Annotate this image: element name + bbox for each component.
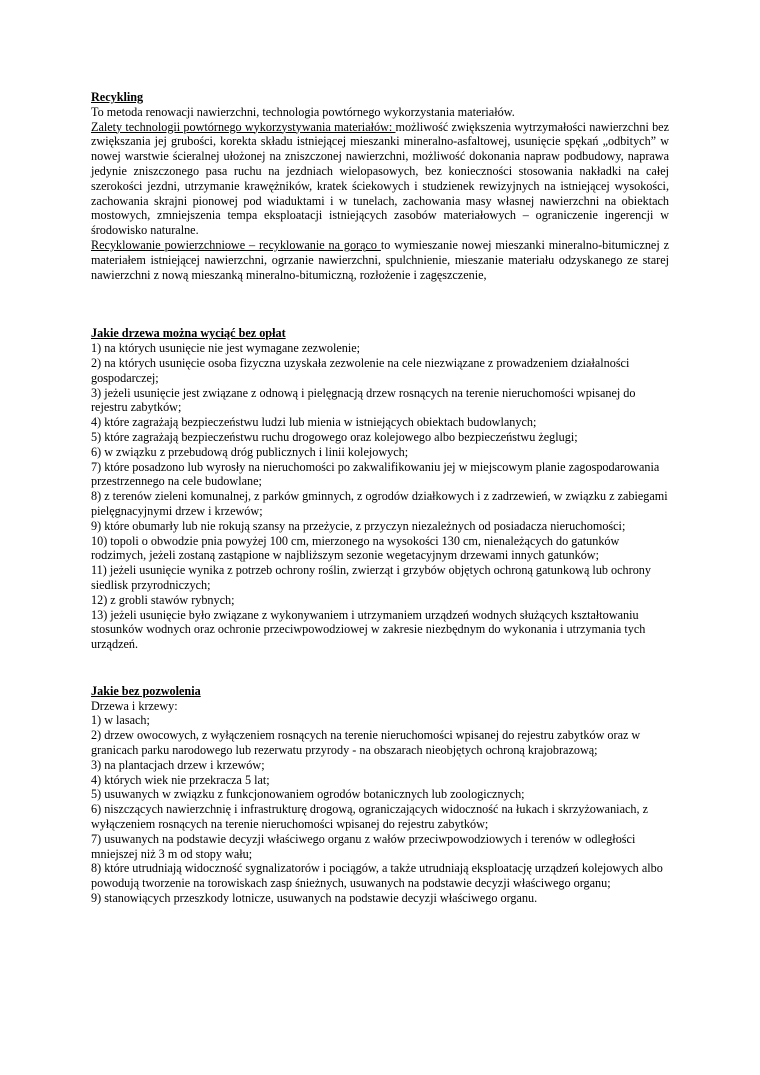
list-item: 6) niszczących nawierzchnię i infrastrukturę drogową, ograniczających widoczność na łukach i skrzyżowaniach, z wyłączeniem rosnących na terenie nieruchomości wpisanej do rejestru zabytków;	[91, 802, 648, 832]
advantages-label: Zalety technologii powtórnego wykorzystywania materiałów:	[91, 119, 396, 134]
advantages-text: możliwość zwiększenia wytrzymałości nawierzchni bez zwiększania jej grubości, korekta składu istniejącej mieszanki mineralno-asfaltowej, usunięcie spękań „odbitych” w nowej warstwie ścieralnej ułożonej na zniszczonej nawierzchni, możliwość dokonania napraw podbudowy, naprawa jedynie zniszczonego pasa ruchu na jezdniach wielopasowych, bez konieczności stosowania nakładki na całej szerokości jezdni, utrzymanie krawężników, kratek ściekowych i studzienek rewizyjnych na istniejącej wysokości, zachowania skrajni pionowej pod wiaduktami i w tunelach, zachowania masy własnej nawierzchni na obiektach mostowych, zmniejszenia tempa eksploatacji istniejących zasobów materiałowych – ograniczenie ingerencji w środowisko naturalne.	[91, 119, 669, 238]
list-item: 1) w lasach;	[91, 713, 150, 728]
document-page	[91, 90, 669, 906]
list-item: 4) które zagrażają bezpieczeństwu ludzi lub mienia w istniejących obiektach budowlanych;	[91, 415, 537, 430]
list-item: 5) które zagrażają bezpieczeństwu ruchu drogowego oraz kolejowego albo bezpieczeństwu żeglugi;	[91, 429, 578, 444]
spacer	[91, 652, 669, 684]
surface-recycling-paragraph	[91, 238, 669, 282]
section-title-no-permit: Jakie bez pozwolenia	[91, 683, 201, 698]
list-item: 2) na których usunięcie osoba fizyczna uzyskała zezwolenie na cele niezwiązane z prowadzeniem działalności gospodarczej;	[91, 355, 630, 385]
surface-recycling-label: Recyklowanie powierzchniowe – recyklowanie na gorąco	[91, 237, 381, 252]
list-item: 9) które obumarły lub nie rokują szansy na przeżycie, z przyczyn niezależnych od posiadacza nieruchomości;	[91, 518, 626, 533]
list-item: 3) na plantacjach drzew i krzewów;	[91, 757, 265, 772]
list-item: 6) w związku z przebudową dróg publicznych i linii kolejowych;	[91, 444, 409, 459]
list-item: 1) na których usunięcie nie jest wymagane zezwolenie;	[91, 341, 361, 356]
section-title-trees-free: Jakie drzewa można wyciąć bez opłat	[91, 326, 286, 341]
list-item: 4) których wiek nie przekracza 5 lat;	[91, 772, 270, 787]
trees-free-list	[91, 341, 669, 652]
list-item: 13) jeżeli usunięcie było związane z wykonywaniem i utrzymaniem urządzeń wodnych służących kształtowaniu stosunków wodnych oraz ochronie przeciwpowodziowej w zakresie niezbędnym do wykonania i utrzymania tych urządzeń.	[91, 607, 646, 652]
list-item: 9) stanowiących przeszkody lotnicze, usuwanych na podstawie decyzji właściwego organu.	[91, 891, 538, 906]
list-item: 2) drzew owocowych, z wyłączeniem rosnących na terenie nieruchomości wpisanej do rejestru zabytków oraz w granicach parku narodowego lub rezerwatu przyrody - na obszarach nieobjętych ochroną krajobrazową;	[91, 728, 641, 758]
list-item: 7) które posadzono lub wyrosły na nieruchomości po zakwalifikowaniu jej w miejscowym planie zagospodarowania przestrzennego na cele budowlane;	[91, 459, 660, 489]
surface-recycling-text: to wymieszanie nowej mieszanki mineralno-bitumicznej z materiałem istniejącej nawierzchni, ogrzanie nawierzchni, spulchnienie, mieszanie materiału odzyskanego ze starej nawierzchni z nową mieszanką mineralno-bitumiczną, rozłożenie i zagęszczenie,	[91, 237, 669, 282]
spacer	[91, 282, 669, 326]
section-title-recycling: Recykling	[91, 90, 144, 104]
list-item: 12) z grobli stawów rybnych;	[91, 592, 235, 607]
no-permit-list	[91, 713, 669, 905]
no-permit-subtitle: Drzewa i krzewy:	[91, 698, 178, 713]
list-item: 3) jeżeli usunięcie jest związane z odnową i pielęgnacją drzew rosnących na terenie nieruchomości wpisanej do rejestru zabytków;	[91, 385, 636, 415]
list-item: 8) które utrudniają widoczność sygnalizatorów i pociągów, a także utrudniają eksploatację urządzeń kolejowych albo powodują tworzenie na torowiskach zasp śnieżnych, usuwanych na podstawie decyzji właściwego organu;	[91, 861, 663, 891]
advantages-paragraph	[91, 120, 669, 238]
list-item: 7) usuwanych na podstawie decyzji właściwego organu z wałów przeciwpowodziowych i terenów w odległości mniejszej niż 3 m od stopy wału;	[91, 831, 636, 861]
list-item: 5) usuwanych w związku z funkcjonowaniem ogrodów botanicznych lub zoologicznych;	[91, 787, 525, 802]
list-item: 8) z terenów zieleni komunalnej, z parków gminnych, z ogrodów działkowych i z zadrzewień, w związku z zabiegami pielęgnacyjnymi drzew i krzewów;	[91, 489, 668, 518]
list-item: 11) jeżeli usunięcie wynika z potrzeb ochrony roślin, zwierząt i grzybów objętych ochroną gatunkową lub ochrony siedlisk przyrodniczych;	[91, 563, 651, 592]
recycling-intro: To metoda renowacji nawierzchni, technologia powtórnego wykorzystania materiałów.	[91, 104, 515, 119]
list-item: 10) topoli o obwodzie pnia powyżej 100 cm, mierzonego na wysokości 130 cm, nienależących do gatunków rodzimych, jeżeli zostaną zastąpione w najbliższym sezonie wegetacyjnym drzewami innych gatunków;	[91, 533, 620, 563]
